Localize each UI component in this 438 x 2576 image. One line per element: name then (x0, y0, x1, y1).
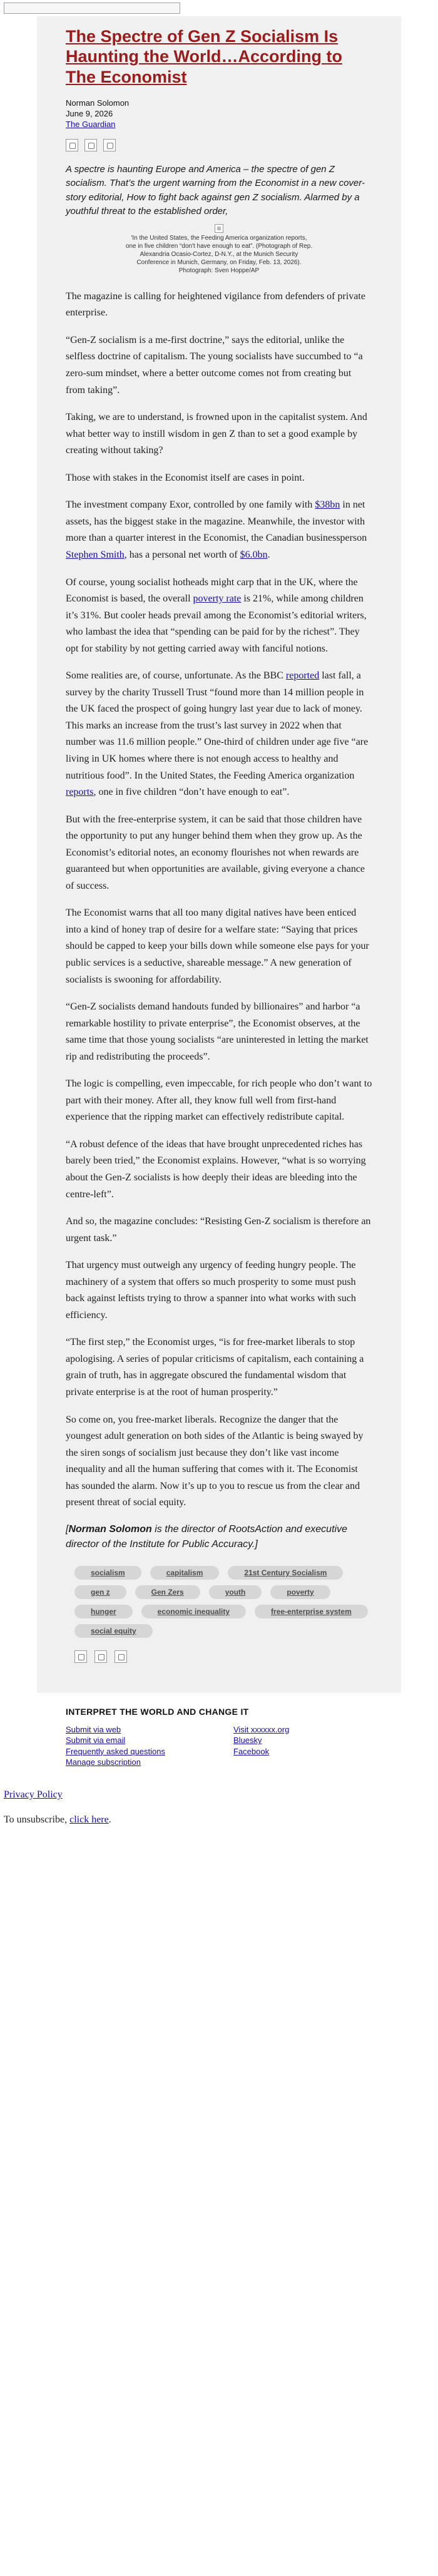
tag-list (74, 1566, 372, 1638)
tag-socialism[interactable]: socialism (74, 1566, 141, 1580)
submit-web-link[interactable]: Submit via web (66, 1724, 121, 1734)
article-figure (125, 224, 313, 275)
paragraph: And so, the magazine concludes: “Resisting Gen-Z socialism is therefore an urgent task.” (66, 1216, 371, 1244)
footer-links-left (66, 1724, 233, 1768)
article-title[interactable]: The Spectre of Gen Z Socialism Is Haunting the World…According to The Economist (66, 27, 342, 86)
text: [ (66, 1523, 69, 1535)
text: last fall, a survey by the charity Trussell Trust “found more than 14 million people in the UK faced the prospect of going hungry last year due to lack of money. This marks an increase from the trust’s last survey in 2022 when that number was 11.6 million people.” One-third of children under age five “are living in UK homes where there is not enough access to healthy and nutritious food”. In the United States, the Feeding America organization (66, 670, 369, 781)
tag-free-enterprise-system[interactable]: free-enterprise system (255, 1605, 368, 1618)
tag-21st-century-socialism[interactable]: 21st Century Socialism (228, 1566, 343, 1580)
text: . (108, 1814, 111, 1826)
paragraph: “Gen-Z socialism is a me-first doctrine,” says the editorial, unlike the selfless doctrine of capitalism. The young socialists have succumbed to “a zero-sum mindset, where a better outcome comes not from creating but from taking”. (66, 334, 363, 396)
paragraph: “A robust defence of the ideas that have brought unprecedented riches has barely been tried,” the Economist explains. However, “what is so worrying about the Gen-Z socialists is how deeply their ideas are bleeding into the centre-left”. (66, 1138, 366, 1200)
tag-social-equity[interactable]: social equity (74, 1624, 153, 1638)
paragraph (66, 497, 372, 563)
paragraph: So come on, you free-market liberals. Recognize the danger that the youngest adult generation on both sides of the Atlantic is being swayed by the siren songs of socialism just because they don’t like vast income inequality and all the human suffering that comes with it. The Economist has sounded the alarm. Now it’s up to you to rescue us from the clear and present threat of social equity. (66, 1414, 364, 1508)
visit-site-link[interactable]: Visit xxxxxx.org (233, 1724, 290, 1734)
manage-subscription-link[interactable]: Manage subscription (66, 1757, 141, 1767)
privacy-row (4, 1789, 434, 1801)
paragraph (66, 668, 372, 800)
paragraph: That urgency must outweigh any urgency of feeding hungry people. The machinery of a system that offers so much prosperity to some must push back against leftists trying to throw a spanner into what works with such efficiency. (66, 1260, 356, 1321)
share-icons (66, 139, 372, 151)
tag-capitalism[interactable]: capitalism (150, 1566, 220, 1580)
footer-links-right (233, 1724, 401, 1768)
figure-caption: 'In the United States, the Feeding America organization reports, one in five children “don't have enough to eat”. (Photograph of Rep. Alexandria Ocasio-Cortez, D-N.Y., at the Munich Security Conference in Munich, Germany, on Friday, Feb. 13, 2026). Photograph: Sven Hoppe/AP (125, 234, 313, 274)
newsletter-container (37, 16, 401, 1781)
author-name: Norman Solomon (66, 98, 130, 108)
text: in net assets, has the biggest stake in the magazine. Meanwhile, the investor with more than a quarter interest in the Economist, the Canadian businessperson (66, 499, 367, 544)
tag-gen-zers[interactable]: Gen Zers (135, 1585, 200, 1599)
share-icon-1[interactable] (74, 1650, 87, 1663)
poverty-rate-link[interactable]: poverty rate (193, 593, 242, 605)
text: is 21%, while among children it’s 31%. But cooler heads prevail among the Economist’s editorial writers, who lambast the idea that “spending can be paid for by the richest”. They opt for stability by not getting carried away with fanciful notions. (66, 593, 367, 654)
submit-email-link[interactable]: Submit via email (66, 1735, 126, 1745)
share-icon-2[interactable] (84, 139, 97, 151)
privacy-policy-link[interactable]: Privacy Policy (4, 1789, 63, 1801)
text: . (267, 549, 270, 560)
paragraph: But with the free-enterprise system, it can be said that those children have the opportunity to put any hunger behind them when they grow up. As the Economist’s editorial notes, an economy flourishes not when rewards are guaranteed but when opportunities are available, giving everyone a chance of success. (66, 814, 365, 891)
text: , has a personal net worth of (124, 549, 240, 560)
text: The investment company Exor, controlled by one family with (66, 499, 315, 511)
tag-poverty[interactable]: poverty (270, 1585, 330, 1599)
net-worth-link[interactable]: $6.0bn (240, 549, 268, 560)
bbc-reported-link[interactable]: reported (285, 670, 320, 682)
byline (66, 98, 372, 130)
unsubscribe-row (4, 1814, 434, 1826)
paragraph: The logic is compelling, even impeccable, for rich people who don’t want to part with their money. After all, they know full well from first-hand experience that the ripping market can effectively redistribute capital. (66, 1078, 372, 1123)
footer (37, 1693, 401, 1781)
source-link[interactable]: The Guardian (66, 119, 116, 129)
unsubscribe-link[interactable]: click here (69, 1814, 109, 1826)
header-image-placeholder (4, 3, 180, 14)
stephen-smith-link[interactable]: Stephen Smith (66, 549, 125, 560)
bottom-share-icons (74, 1650, 372, 1663)
paragraph: The magazine is calling for heightened vigilance from defenders of private enterprise. (66, 290, 365, 319)
bluesky-link[interactable]: Bluesky (233, 1735, 262, 1745)
footer-heading: INTERPRET THE WORLD AND CHANGE IT (66, 1706, 249, 1717)
text: Some realities are, of course, unfortunate. As the BBC (66, 670, 286, 682)
broken-image-icon (215, 224, 223, 233)
text: is the director of RootsAction and executive director of the Institute for Public Accuracy.] (66, 1523, 347, 1550)
tag-youth[interactable]: youth (209, 1585, 262, 1599)
faq-link[interactable]: Frequently asked questions (66, 1746, 165, 1756)
share-icon-1[interactable] (66, 139, 78, 151)
footer-inner (37, 1707, 401, 1768)
paragraph: Those with stakes in the Economist itself are cases in point. (66, 472, 305, 483)
article-body (66, 289, 372, 1511)
publish-date: June 9, 2026 (66, 109, 113, 119)
tag-hunger[interactable]: hunger (74, 1605, 133, 1618)
feeding-america-reports-link[interactable]: reports (66, 787, 94, 798)
article-lede: A spectre is haunting Europe and America – the spectre of gen Z socialism. That’s the urgent warning from the Economist in a new cover-story editorial, How to fight back against gen Z socialism. Alarmed by a youthful threat to the established order, (66, 163, 365, 217)
paragraph: The Economist warns that all too many digital natives have been enticed into a kind of honey trap of desire for a welfare state: “Saying that prices should be capped to keep your bills down while someone else pays for your public services is a seductive, shareable message.” A new generation of socialists is swooning for affordability. (66, 907, 369, 985)
text: Of course, young socialist hotheads might carp that in the UK, where the Economist is based, the overall (66, 576, 358, 605)
share-icon-3[interactable] (115, 1650, 127, 1663)
paragraph: “Gen-Z socialists demand handouts funded by billionaires” and harbor “a remarkable hostility to private enterprise”, the Economist observes, at the same time that those young socialists “are uninterested in letting the market rip and redistributing the proceeds”. (66, 1001, 369, 1062)
author-bio (66, 1522, 372, 1552)
tag-gen-z[interactable]: gen z (74, 1585, 126, 1599)
article-container (37, 16, 401, 1693)
bio-author-name: Norman Solomon (68, 1523, 152, 1535)
exor-assets-link[interactable]: $38bn (315, 499, 340, 511)
text: To unsubscribe, (4, 1814, 70, 1826)
facebook-link[interactable]: Facebook (233, 1746, 270, 1756)
footer-links (66, 1724, 401, 1768)
text: , one in five children “don’t have enough to eat”. (93, 787, 290, 798)
share-icon-3[interactable] (103, 139, 116, 151)
share-icon-2[interactable] (94, 1650, 107, 1663)
tag-economic-inequality[interactable]: economic inequality (141, 1605, 246, 1618)
paragraph (66, 575, 372, 658)
paragraph: Taking, we are to understand, is frowned upon in the capitalist system. And what better way to instill wisdom in gen Z than to set a good example by creating without taking? (66, 412, 367, 456)
bottom-links (0, 1781, 438, 1826)
paragraph: “The first step,” the Economist urges, “is for free-market liberals to stop apologising. A series of popular criticisms of capitalism, each containing a grain of truth, has in aggregate obscured the fundamental wisdom that private enterprise is at the root of human prosperity.” (66, 1337, 364, 1398)
top-bar (0, 0, 438, 16)
